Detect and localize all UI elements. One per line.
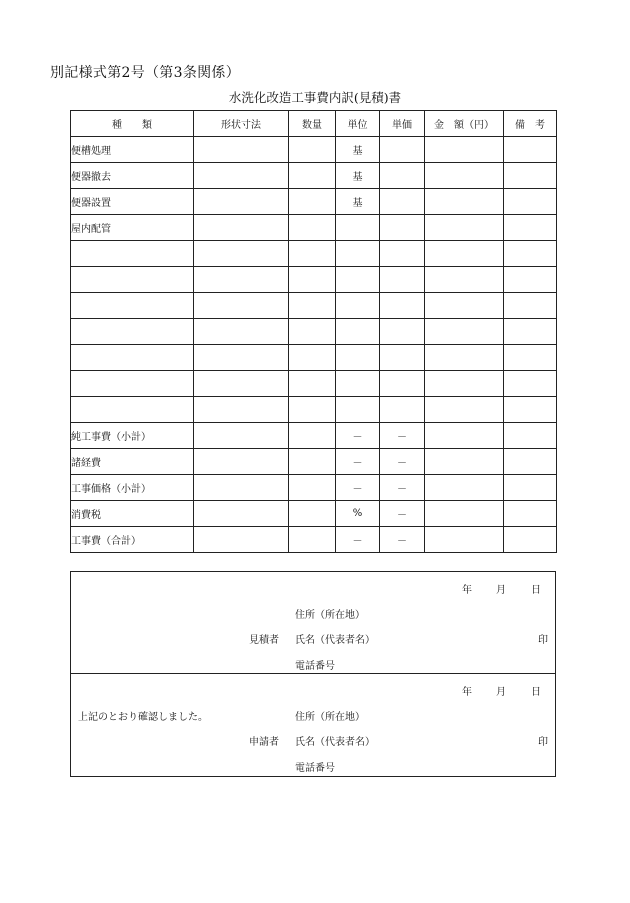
estimator-date-day: 日 [531,585,541,596]
cell-unit [336,371,380,397]
cell-remarks[interactable] [504,501,557,527]
cell-unit [336,241,380,267]
cell-remarks[interactable] [504,397,557,423]
cell-unit-price: － [380,501,425,527]
cell-item: 工事費（合計） [71,527,194,553]
cell-dimensions[interactable] [194,293,289,319]
cell-dimensions[interactable] [194,527,289,553]
cell-unit [336,397,380,423]
applicant-phone-label: 電話番号 [295,763,335,774]
cell-dimensions[interactable] [194,501,289,527]
cell-unit-price: － [380,475,425,501]
cell-dimensions[interactable] [194,449,289,475]
cell-unit: － [336,423,380,449]
cell-amount[interactable] [425,397,504,423]
column-header-dimensions: 形状寸法 [194,111,289,137]
column-header-type: 種 類 [71,111,194,137]
cell-item: 消費税 [71,501,194,527]
table-row [71,293,557,319]
applicant-confirmation-text: 上記のとおり確認しました。 [78,712,208,723]
cell-item: 便器設置 [71,189,194,215]
cell-quantity[interactable] [289,215,336,241]
applicant-date-year: 年 [462,687,472,698]
cell-unit-price [380,397,425,423]
table-row [71,267,557,293]
cell-quantity[interactable] [289,345,336,371]
cell-unit-price: － [380,423,425,449]
cell-amount[interactable] [425,293,504,319]
cell-quantity[interactable] [289,449,336,475]
cell-unit [336,293,380,319]
cell-dimensions[interactable] [194,371,289,397]
estimator-address-label: 住所（所在地） [295,610,365,621]
cell-unit [336,345,380,371]
cell-amount[interactable] [425,137,504,163]
table-row [71,527,557,553]
cell-dimensions[interactable] [194,319,289,345]
cell-quantity[interactable] [289,423,336,449]
cell-dimensions[interactable] [194,189,289,215]
cell-item [71,345,194,371]
cell-remarks[interactable] [504,475,557,501]
cell-quantity[interactable] [289,189,336,215]
cell-dimensions[interactable] [194,475,289,501]
applicant-date-day: 日 [531,687,541,698]
cell-amount[interactable] [425,319,504,345]
cell-dimensions[interactable] [194,163,289,189]
estimator-seal: 印 [538,635,548,646]
cell-remarks[interactable] [504,137,557,163]
cell-dimensions[interactable] [194,397,289,423]
cell-unit-price [380,345,425,371]
cell-amount[interactable] [425,475,504,501]
cell-amount[interactable] [425,501,504,527]
cell-unit: － [336,527,380,553]
table-row [71,475,557,501]
table-row [71,345,557,371]
cell-unit-price [380,163,425,189]
cell-dimensions[interactable] [194,423,289,449]
table-row [71,501,557,527]
cell-amount[interactable] [425,241,504,267]
cell-amount[interactable] [425,527,504,553]
cell-unit-price [380,293,425,319]
cell-quantity[interactable] [289,241,336,267]
cell-item: 便器撤去 [71,163,194,189]
estimator-date-month: 月 [496,585,506,596]
cell-item: 工事価格（小計） [71,475,194,501]
cell-unit-price [380,241,425,267]
cell-unit-price [380,137,425,163]
table-row [71,163,557,189]
cell-remarks[interactable] [504,241,557,267]
cell-quantity[interactable] [289,137,336,163]
cell-dimensions[interactable] [194,241,289,267]
table-row [71,423,557,449]
estimator-phone-label: 電話番号 [295,661,335,672]
cell-remarks[interactable] [504,319,557,345]
cost-breakdown-table [70,110,557,553]
table-row [71,241,557,267]
cell-amount[interactable] [425,449,504,475]
estimator-name-label: 氏名（代表者名） [295,635,375,646]
cell-remarks[interactable] [504,293,557,319]
cell-remarks[interactable] [504,163,557,189]
cell-dimensions[interactable] [194,267,289,293]
cell-quantity[interactable] [289,371,336,397]
cell-item: 純工事費（小計） [71,423,194,449]
cell-unit: % [336,501,380,527]
cell-item [71,293,194,319]
column-header-unit: 単位 [336,111,380,137]
cell-remarks[interactable] [504,371,557,397]
cell-unit: 基 [336,189,380,215]
applicant-section [70,674,556,777]
cell-quantity[interactable] [289,475,336,501]
cell-item [71,397,194,423]
cell-remarks[interactable] [504,423,557,449]
estimator-role-label: 見積者 [249,635,279,646]
cell-unit: 基 [336,137,380,163]
column-header-unit-price: 単価 [380,111,425,137]
cell-amount[interactable] [425,267,504,293]
cell-item: 便槽処理 [71,137,194,163]
cell-unit [336,319,380,345]
cell-quantity[interactable] [289,163,336,189]
cell-remarks[interactable] [504,345,557,371]
cell-quantity[interactable] [289,527,336,553]
applicant-date-month: 月 [496,687,506,698]
cell-quantity[interactable] [289,501,336,527]
cell-dimensions[interactable] [194,215,289,241]
cell-unit-price [380,267,425,293]
cell-amount[interactable] [425,163,504,189]
cell-unit-price [380,215,425,241]
cell-dimensions[interactable] [194,345,289,371]
cell-unit-price [380,189,425,215]
applicant-seal: 印 [538,737,548,748]
cell-unit [336,215,380,241]
table-header-row [71,111,557,137]
cell-item: 屋内配管 [71,215,194,241]
cell-unit-price: － [380,449,425,475]
table-row [71,137,557,163]
cell-item [71,371,194,397]
cell-amount[interactable] [425,215,504,241]
cell-remarks[interactable] [504,215,557,241]
estimator-date-year: 年 [462,585,472,596]
cell-quantity[interactable] [289,397,336,423]
cell-item [71,267,194,293]
table-row [71,371,557,397]
cell-unit: － [336,475,380,501]
cell-remarks[interactable] [504,189,557,215]
applicant-address-label: 住所（所在地） [295,712,365,723]
applicant-role-label: 申請者 [249,737,279,748]
cell-unit [336,267,380,293]
cell-item: 諸経費 [71,449,194,475]
cell-amount[interactable] [425,371,504,397]
column-header-quantity: 数量 [289,111,336,137]
cell-item [71,319,194,345]
column-header-remarks: 備 考 [504,111,557,137]
table-row [71,319,557,345]
table-row [71,215,557,241]
table-row [71,397,557,423]
column-header-amount: 金 額（円） [425,111,504,137]
cell-remarks[interactable] [504,449,557,475]
cell-quantity[interactable] [289,267,336,293]
table-row [71,189,557,215]
cell-quantity[interactable] [289,293,336,319]
cell-item [71,241,194,267]
cell-amount[interactable] [425,189,504,215]
cell-unit-price [380,371,425,397]
cell-unit-price: － [380,527,425,553]
estimator-section [70,571,556,674]
cell-remarks[interactable] [504,527,557,553]
cell-unit: 基 [336,163,380,189]
cell-amount[interactable] [425,423,504,449]
cell-remarks[interactable] [504,267,557,293]
applicant-name-label: 氏名（代表者名） [295,737,375,748]
cell-quantity[interactable] [289,319,336,345]
cell-dimensions[interactable] [194,137,289,163]
document-title: 水洗化改造工事費内訳(見積)書 [228,90,402,105]
cell-amount[interactable] [425,345,504,371]
cell-unit-price [380,319,425,345]
form-number-label: 別記様式第2号（第3条関係） [50,65,241,81]
cell-unit: － [336,449,380,475]
table-row [71,449,557,475]
